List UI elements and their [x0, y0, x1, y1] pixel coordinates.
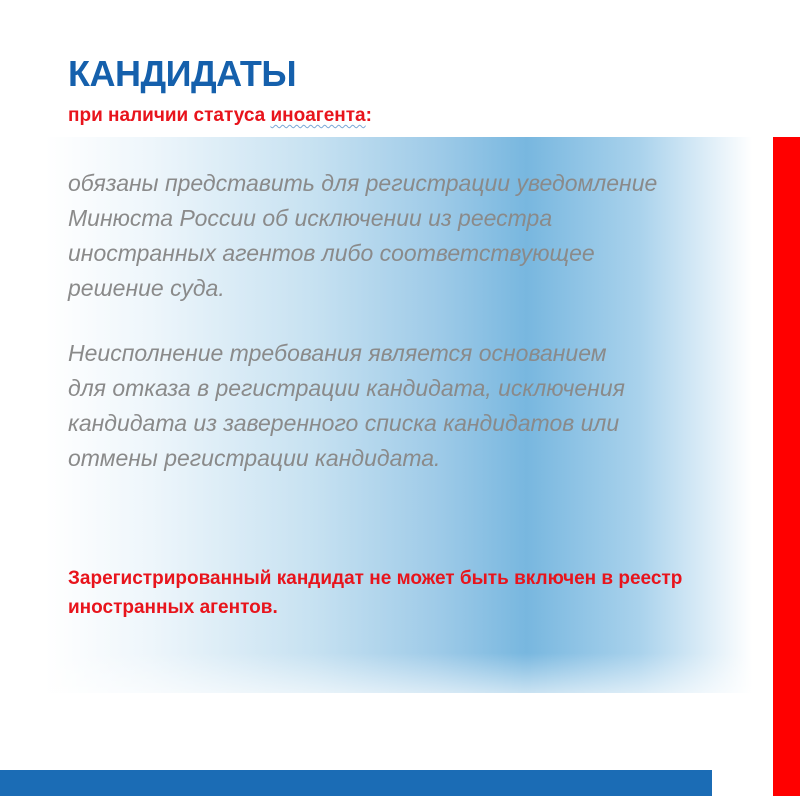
consequence-paragraph	[68, 336, 748, 476]
slide-title: КАНДИДАТЫ	[68, 53, 297, 94]
paragraph-line: для отказа в регистрации кандидата, исключения	[68, 375, 625, 401]
subtitle-suffix: :	[365, 105, 372, 126]
paragraph-line: Минюста России об исключении из реестра	[68, 205, 553, 231]
requirement-paragraph	[68, 166, 748, 306]
subtitle-prefix: при наличии статуса	[68, 105, 271, 126]
paragraph-line: отмены регистрации кандидата.	[68, 445, 441, 471]
paragraph-line: решение суда.	[68, 275, 225, 301]
paragraph-line: Неисполнение требования является основанием	[68, 340, 607, 366]
bottom-accent-bar	[0, 770, 712, 796]
paragraph-line: иностранных агентов либо соответствующее	[68, 240, 595, 266]
note-line: иностранных агентов.	[68, 597, 278, 618]
subtitle-term: иноагента	[270, 105, 366, 126]
registry-note	[68, 564, 682, 622]
side-accent-bar	[773, 137, 800, 796]
paragraph-line: обязаны представить для регистрации уведомление	[68, 170, 658, 196]
paragraph-line: кандидата из заверенного списка кандидатов или	[68, 410, 620, 436]
note-line: Зарегистрированный кандидат не может быть включен в реестр	[68, 568, 683, 589]
slide-subtitle	[68, 104, 372, 128]
